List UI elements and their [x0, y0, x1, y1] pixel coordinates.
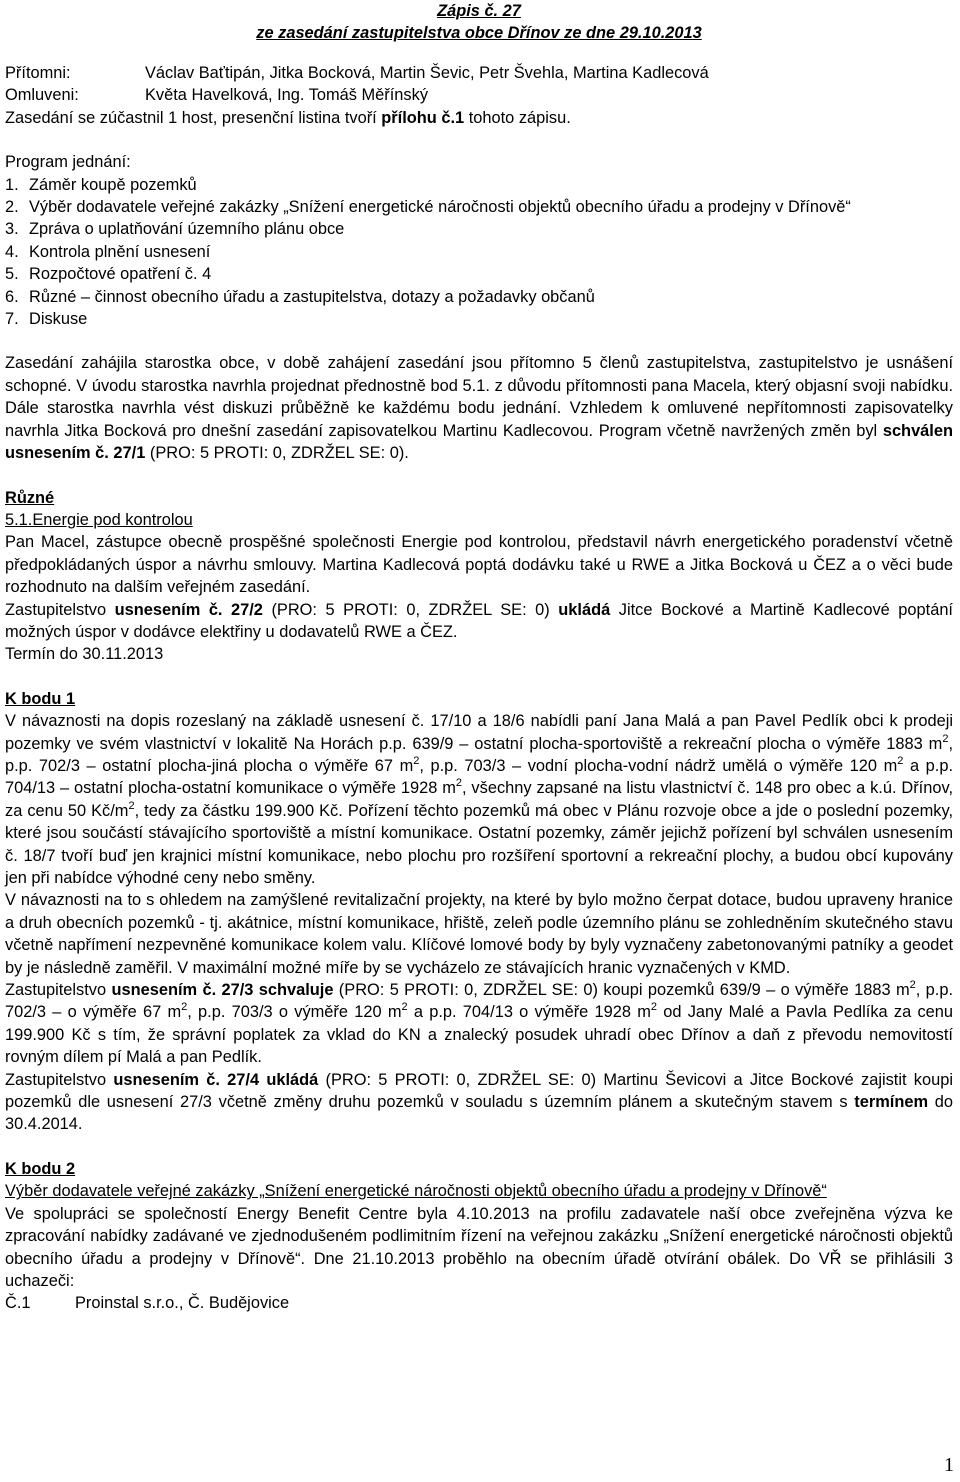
bod1-p3-b: , p.p. 702/3 – o výměře 67 m: [5, 981, 953, 1022]
bidder-item: [5, 1292, 953, 1314]
program-section: [5, 151, 953, 330]
present-label: Přítomni:: [5, 64, 71, 82]
title-line-1: Zápis č. 27: [437, 2, 521, 20]
program-item-text: Rozpočtové opatření č. 4: [29, 265, 212, 284]
excused-value: Květa Havelková, Ing. Tomáš Měřínský: [145, 86, 429, 105]
bod1-p3-c: , p.p. 703/3 o výměře 120 m: [187, 1003, 402, 1022]
present-row: [5, 62, 953, 84]
opening-paragraph: [5, 352, 953, 464]
program-item: [5, 196, 953, 218]
ruzne-p2-verb: ukládá: [558, 600, 611, 619]
bod1-paragraph-2: V návaznosti na to s ohledem na zamýšlené revitalizační projekty, na které by bylo možno čerpat dotace, budou upraveny hranice a druh obecních pozemků - tj. akátnice, místní komunikace, hřiště, zeleň podle územního plánu se zohledněním skutečného stavu včetně napřímení nezpevněné komunikace kolem valu. Klíčové lomové body by byly vyznačeny zabetonovanými patníky a geodet by je následně zaměřil. V maximální možné míře by se vycházelo ze stávajících hranic vyznačených v KMD.: [5, 891, 953, 977]
section-ruzne-subheading: 5.1.Energie pod kontrolou: [5, 510, 193, 529]
bod1-paragraph-3: [5, 979, 953, 1069]
sup-2: 2: [128, 799, 135, 812]
program-heading: Program jednání:: [5, 153, 131, 172]
program-item-text: Zpráva o uplatňování územního plánu obce: [29, 220, 345, 239]
guest-line: [5, 107, 953, 129]
bod1-p3-e: od Jany Malé a Pavla Pedlíka za cenu 199.900 Kč s tím, že správní poplatek za vklad do KN a znalecký posudek uhradí obec Dřínov a daň z převodu nemovitostí rovným dílem pí Malá a pan Pedlík.: [5, 1003, 954, 1067]
bod1-p3-pre: Zastupitelstvo: [5, 981, 112, 1000]
bod1-paragraph-1: [5, 710, 953, 889]
bod1-p1-b: , p.p. 702/3 – ostatní plocha-jiná plocha o výměře 67 m: [5, 734, 953, 775]
bod1-p3-a: (PRO: 5 PROTI: 0, ZDRŽEL SE: 0) koupi pozemků 639/9 – o výměře 1883 m: [333, 981, 910, 1000]
ruzne-paragraph-2: [5, 599, 953, 644]
section-ruzne-heading: Různé: [5, 488, 55, 507]
excused-row: [5, 84, 953, 106]
guest-text-end: tohoto zápisu.: [464, 108, 571, 127]
bod1-resolution-3: usnesením č. 27/3 schvaluje: [111, 981, 334, 1000]
program-item: [5, 218, 953, 240]
guest-text: Zasedání se zúčastnil 1 host, presenční listina tvoří: [5, 108, 382, 127]
opening-resolution: schválen usnesením č. 27/1: [5, 421, 953, 463]
bod2-title: Výběr dodavatele veřejné zakázky „Snížení energetické náročnosti objektů obecního úřadu a prodejny v Dřínově“: [5, 1182, 827, 1201]
program-item-number: 4.: [5, 242, 19, 261]
program-item: [5, 241, 953, 263]
program-item: [5, 286, 953, 308]
sup-2: 2: [181, 1001, 188, 1014]
bidder-number: Č.1: [5, 1294, 31, 1313]
bod1-resolution-4: usnesením č. 27/4 ukládá: [113, 1070, 319, 1089]
document-page: [5, 0, 953, 1315]
program-item-number: 6.: [5, 287, 19, 306]
bod1-p4-mid: (PRO: 5 PROTI: 0, ZDRŽEL SE: 0) Martinu Ševicovi a Jitce Bockové zajistit koupi pozemků dle usnesení 27/3 včetně změny druhu pozemků v souladu s územním plánem a skutečným stavem s: [5, 1070, 953, 1112]
sup-2: 2: [401, 1001, 408, 1014]
bod1-p4-pre: Zastupitelstvo: [5, 1070, 114, 1089]
program-list: [5, 174, 953, 331]
ruzne-p2-post: Jitce Bockové a Martině Kadlecové poptání možných úspor v dodávce elektřiny u dodavatelů RWE a ČEZ.: [5, 600, 953, 641]
ruzne-p2-pre: Zastupitelstvo: [5, 600, 115, 619]
opening-text: Zasedání zahájila starostka obce, v době zahájení zasedání jsou přítomno 5 členů zastupitelstva, zastupitelstvo je usnášení schopné. V úvodu starostka navrhla projednat přednostně bod 5.1. z důvodu přítomnosti pana Macela, který objasní svoji nabídku. Dále starostka navrhla vést diskuzi průběžně ke každému bodu jednání. Vzhledem k omluvené nepřítomnosti zapisovatelky navrhla Jitka Bocková pro dnešní zasedání zapisovatelkou Martinu Kadlecovou. Program včetně navržených změn byl: [5, 354, 953, 440]
bod2-paragraph-1: Ve spolupráci se společností Energy Benefit Centre byla 4.10.2013 na profilu zadavatele naší obce zveřejněna výzva ke zpracování nabídky zadávané ve zjednodušeném podlimitním řízení na veřejnou zakázku „Snížení energetické náročnosti objektů obecního úřadu a prodejny v Dřínově“. Dne 21.10.2013 proběhlo na obecním úřadě otvírání obálek. Do VŘ se přihlásili 3 uchazeči:: [5, 1204, 953, 1290]
ruzne-resolution: usnesením č. 27/2: [114, 600, 263, 619]
bod1-paragraph-4: [5, 1069, 953, 1136]
document-title: [5, 0, 953, 44]
sup-2: 2: [455, 777, 462, 790]
program-item-text: Výběr dodavatele veřejné zakázky „Snížení energetické náročnosti objektů obecního úřadu a prodejny v Dřínově“: [29, 198, 851, 217]
bod1-p3-d: a p.p. 704/13 o výměře 1928 m: [407, 1003, 651, 1022]
ruzne-paragraph-1: Pan Macel, zástupce obecně prospěšné společnosti Energie pod kontrolou, představil návrh energetického poradenství včetně předpokládaných úspor a návrhu smlouvy. Martina Kadlecová poptá dodávku také u RWE a Jitka Bocková u ČEZ a o věci bude rozhodnuto na dalším veřejném zasedání.: [5, 533, 953, 597]
bod1-p1-c: , p.p. 703/3 – vodní plocha-vodní nádrž umělá o výměře 120 m: [419, 756, 898, 775]
program-item-text: Diskuse: [29, 310, 88, 329]
page-number: 1: [944, 1453, 954, 1476]
sup-2: 2: [942, 732, 949, 745]
bod1-p4-term: termínem: [854, 1093, 929, 1112]
program-item-text: Záměr koupě pozemků: [29, 175, 197, 194]
program-item: [5, 263, 953, 285]
title-line-2: ze zasedání zastupitelstva obce Dřínov ze dne 29.10.2013: [256, 24, 702, 42]
program-item: [5, 308, 953, 330]
bod1-p1-a: V návaznosti na dopis rozeslaný na základě usnesení č. 17/10 a 18/6 nabídli paní Jana Malá a pan Pavel Pedlík obci k prodeji pozemky ve svém vlastnictví v lokalitě Na Horách p.p. 639/9 – ostatní plocha-sportoviště a rekreační plocha o výměře 1883 m: [5, 712, 953, 753]
program-item-number: 2.: [5, 198, 19, 217]
program-item-text: Kontrola plnění usnesení: [29, 242, 211, 261]
program-item-number: 1.: [5, 175, 19, 194]
sup-2: 2: [897, 754, 904, 767]
guest-attachment: přílohu č.1: [381, 108, 465, 127]
sup-2: 2: [413, 754, 420, 767]
sup-2: 2: [909, 979, 916, 992]
sup-2: 2: [650, 1001, 658, 1014]
program-item: [5, 174, 953, 196]
bod1-p4-post: do 30.4.2014.: [5, 1093, 953, 1134]
opening-vote: (PRO: 5 PROTI: 0, ZDRŽEL SE: 0).: [145, 444, 409, 463]
ruzne-deadline: Termín do 30.11.2013: [5, 645, 164, 664]
section-bod1-heading: K bodu 1: [5, 689, 76, 708]
present-value: Václav Baťtipán, Jitka Bocková, Martin Ševic, Petr Švehla, Martina Kadlecová: [145, 64, 709, 82]
bod1-p1-e: , všechny zapsané na listu vlastnictví č. 148 pro obec a k.ú. Dřínov, za cenu 50 Kč/m: [5, 779, 953, 820]
program-item-number: 3.: [5, 220, 19, 239]
program-item-number: 5.: [5, 265, 19, 284]
bod1-p1-d: a p.p. 704/13 – ostatní plocha-ostatní komunikace o výměře 1928 m: [5, 756, 953, 798]
ruzne-p2-vote: (PRO: 5 PROTI: 0, ZDRŽEL SE: 0): [262, 600, 559, 619]
program-item-number: 7.: [5, 310, 19, 329]
bidder-text: Proinstal s.r.o., Č. Budějovice: [75, 1294, 290, 1313]
program-item-text: Různé – činnost obecního úřadu a zastupitelstva, dotazy a požadavky občanů: [29, 287, 595, 306]
bod1-p1-f: , tedy za částku 199.900 Kč. Pořízení těchto pozemků má obec v Plánu rozvoje obce a jde o poslední pozemky, které jsou součástí stávajícího sportoviště a místní komunikace. Ostatní pozemky, záměr jejichž pořízení byl schválen usnesením č. 18/7 tvoří buď jen krajnici místní komunikace, nebo plochu pro rozšíření sportovní a rekreační plochy, a budou obcí kupovány jen při nabídce výhodné ceny nebo směny.: [5, 801, 953, 887]
section-bod2-heading: K bodu 2: [5, 1159, 76, 1178]
excused-label: Omluveni:: [5, 86, 79, 105]
